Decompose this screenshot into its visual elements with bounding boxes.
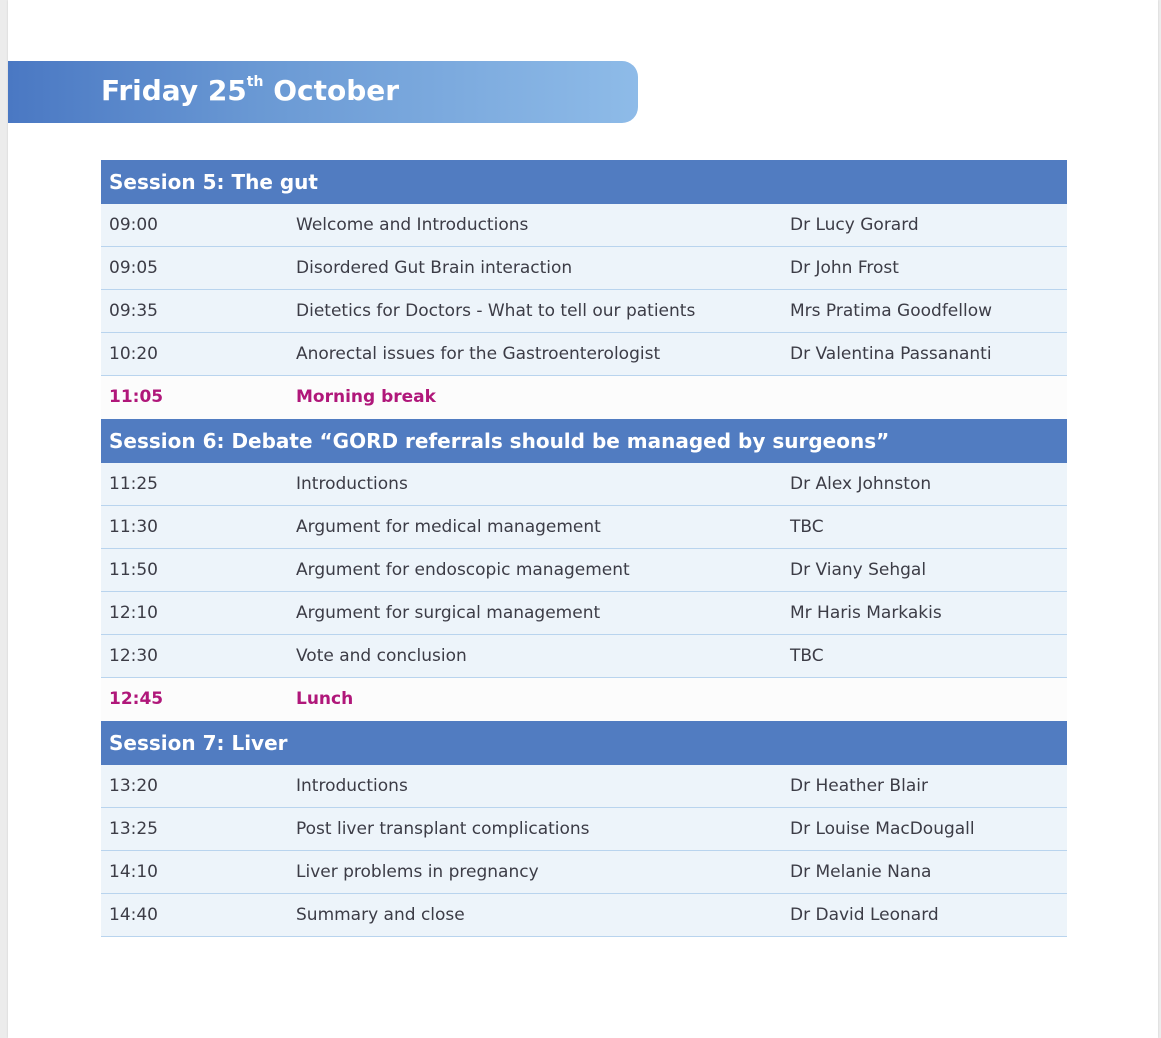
day-title [101,74,399,108]
row-time: 14:10 [109,862,158,882]
row-speaker: Mr Haris Markakis [790,603,942,623]
row-speaker: TBC [790,646,824,666]
row-time: 12:30 [109,646,158,666]
row-time: 12:10 [109,603,158,623]
row-speaker: Dr John Frost [790,258,899,278]
table-row [101,765,1067,808]
session-header: Session 5: The gut [101,160,1067,204]
row-title: Dietetics for Doctors - What to tell our patients [296,301,696,321]
row-time: 13:25 [109,819,158,839]
row-title: Introductions [296,474,408,494]
row-title: Welcome and Introductions [296,215,529,235]
table-row [101,635,1067,678]
row-speaker: Mrs Pratima Goodfellow [790,301,993,321]
row-time: 13:20 [109,776,158,796]
break-row [101,678,1067,721]
row-title: Vote and conclusion [296,646,467,666]
row-speaker: Dr Louise MacDougall [790,819,975,839]
table-row [101,851,1067,894]
table-row [101,463,1067,506]
row-speaker: Dr Valentina Passananti [790,344,992,364]
day-title-month: October [273,74,400,107]
break-time: 12:45 [109,689,164,709]
row-speaker: Dr David Leonard [790,905,939,925]
row-title: Disordered Gut Brain interaction [296,258,573,278]
table-row [101,506,1067,549]
programme-page [8,0,1158,1038]
day-title-prefix: Friday 25 [101,74,247,107]
row-speaker: TBC [790,517,824,537]
row-time: 09:35 [109,301,158,321]
row-title: Argument for medical management [296,517,601,537]
row-title: Introductions [296,776,408,796]
schedule-table [101,160,1067,937]
row-title: Post liver transplant complications [296,819,590,839]
row-speaker: Dr Viany Sehgal [790,560,927,580]
table-row [101,894,1067,937]
row-title: Argument for surgical management [296,603,601,623]
table-row [101,592,1067,635]
day-title-ordinal: th [246,74,264,90]
row-time: 11:25 [109,474,158,494]
table-row [101,808,1067,851]
row-speaker: Dr Alex Johnston [790,474,932,494]
day-banner [8,61,638,123]
table-row [101,333,1067,376]
session-header: Session 6: Debate “GORD referrals should be managed by surgeons” [101,419,1067,463]
break-time: 11:05 [109,387,164,407]
row-time: 11:50 [109,560,158,580]
row-time: 14:40 [109,905,158,925]
row-time: 11:30 [109,517,158,537]
session-header: Session 7: Liver [101,721,1067,765]
row-time: 10:20 [109,344,158,364]
row-speaker: Dr Heather Blair [790,776,928,796]
row-title: Summary and close [296,905,465,925]
table-row [101,290,1067,333]
break-title: Morning break [296,387,436,407]
row-title: Liver problems in pregnancy [296,862,539,882]
row-speaker: Dr Lucy Gorard [790,215,919,235]
row-title: Anorectal issues for the Gastroenterologist [296,344,661,364]
break-title: Lunch [296,689,354,709]
break-row [101,376,1067,419]
row-time: 09:00 [109,215,158,235]
table-row [101,204,1067,247]
table-row [101,247,1067,290]
row-time: 09:05 [109,258,158,278]
table-row [101,549,1067,592]
row-speaker: Dr Melanie Nana [790,862,932,882]
row-title: Argument for endoscopic management [296,560,630,580]
